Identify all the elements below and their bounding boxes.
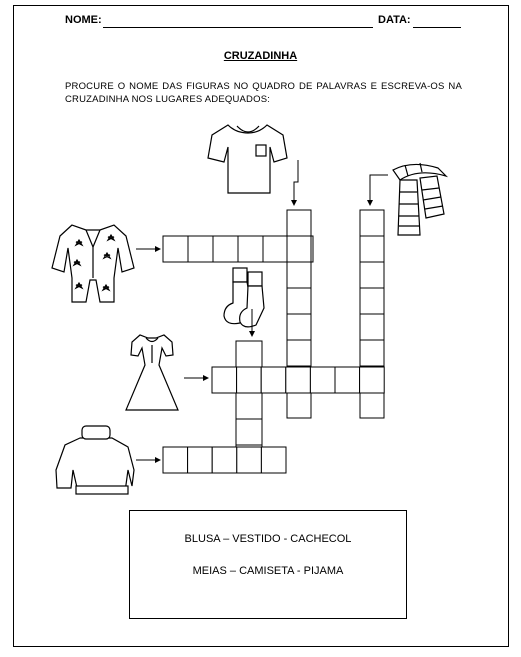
crossword-cell-38[interactable] <box>261 447 286 473</box>
crossword-cell-31[interactable] <box>310 367 335 393</box>
sweater-icon <box>56 426 134 494</box>
t-shirt-icon <box>208 125 287 193</box>
crossword-cell-14[interactable] <box>360 210 384 236</box>
instructions: PROCURE O NOME DAS FIGURAS NO QUADRO DE PALAVRAS E ESCREVA-OS NA CRUZADINHA NOS LUGARES ADEQUADOS: <box>65 81 462 105</box>
dress-icon <box>126 335 178 410</box>
crossword-cell-3[interactable] <box>238 236 263 262</box>
crossword-cell-19[interactable] <box>360 340 384 366</box>
crossword-cell-4[interactable] <box>263 236 288 262</box>
crossword-cell-34[interactable] <box>163 447 188 473</box>
crossword-cell-8[interactable] <box>287 262 311 288</box>
crossword-cell-17[interactable] <box>360 288 384 314</box>
name-label: NOME: <box>65 14 102 26</box>
crossword-cell-35[interactable] <box>188 447 213 473</box>
crossword-cell-33[interactable] <box>360 367 385 393</box>
crossword-cell-27[interactable] <box>212 367 237 393</box>
crossword-cell-9[interactable] <box>287 288 311 314</box>
crossword-cell-18[interactable] <box>360 314 384 340</box>
crossword-cell-24[interactable] <box>236 393 262 419</box>
crossword-cell-1[interactable] <box>188 236 213 262</box>
crossword-cell-32[interactable] <box>335 367 360 393</box>
crossword-cell-15[interactable] <box>360 236 384 262</box>
crossword-cell-7[interactable] <box>287 236 311 262</box>
crossword-cell-36[interactable] <box>212 447 237 473</box>
date-label: DATA: <box>378 14 411 26</box>
crossword-cell-11[interactable] <box>287 340 311 366</box>
crossword-cell-16[interactable] <box>360 262 384 288</box>
crossword-cell-2[interactable] <box>213 236 238 262</box>
crossword-grid <box>163 210 384 473</box>
scarf-icon <box>393 163 446 235</box>
crossword-cell-25[interactable] <box>236 419 262 445</box>
crossword-cell-22[interactable] <box>236 341 262 367</box>
socks-icon <box>224 268 264 327</box>
crossword-cell-0[interactable] <box>163 236 188 262</box>
crossword-cell-13[interactable] <box>287 392 311 418</box>
crossword-cell-30[interactable] <box>286 367 311 393</box>
crossword-cell-37[interactable] <box>237 447 262 473</box>
crossword-cell-10[interactable] <box>287 314 311 340</box>
crossword-cell-28[interactable] <box>237 367 262 393</box>
pajama-icon <box>52 225 134 302</box>
page-title: CRUZADINHA <box>223 50 298 62</box>
crossword-cell-21[interactable] <box>360 392 384 418</box>
crossword-cell-29[interactable] <box>261 367 286 393</box>
word-bank-line-1: BLUSA – VESTIDO - CACHECOL <box>184 533 352 545</box>
crossword-cell-6[interactable] <box>287 210 311 236</box>
word-bank-line-2: MEIAS – CAMISETA - PIJAMA <box>192 565 344 577</box>
word-bank <box>129 510 407 619</box>
